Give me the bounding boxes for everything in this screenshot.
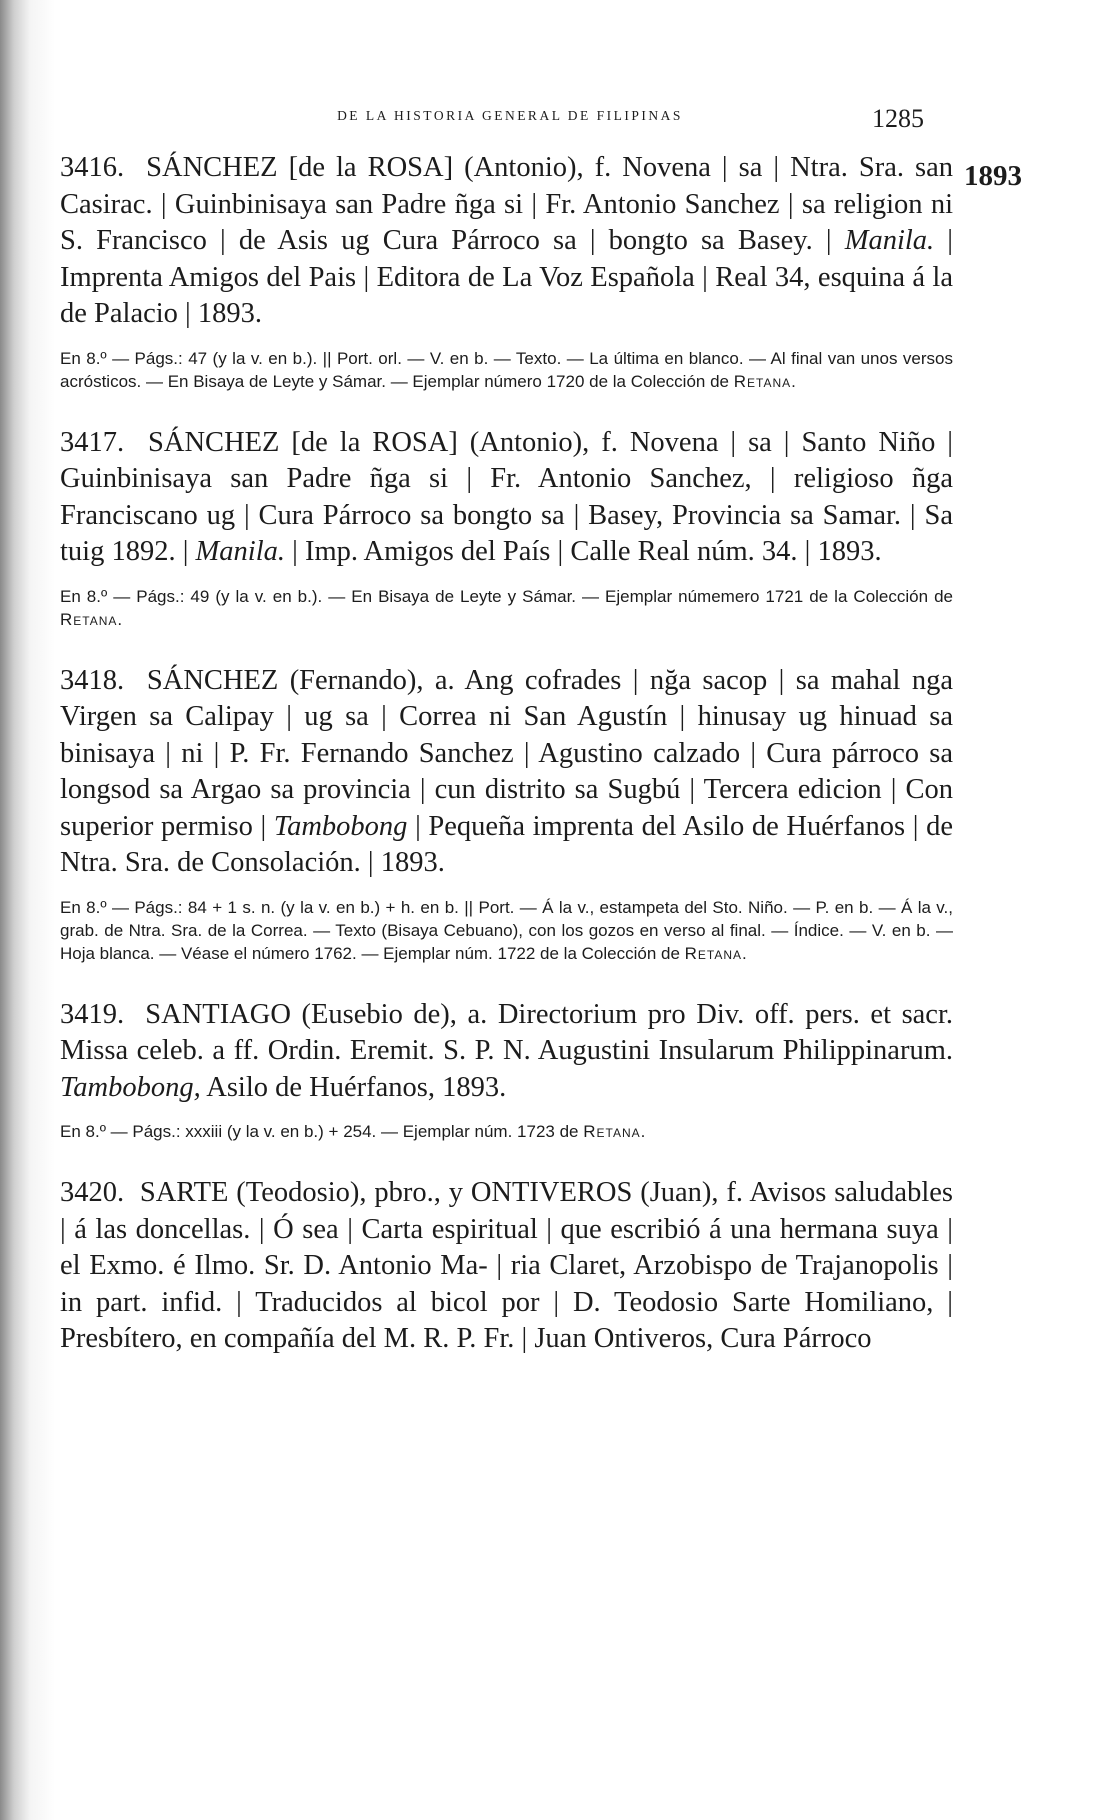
entry-note-collection: Retana. (60, 609, 124, 629)
entry-3418 (60, 663, 953, 965)
running-title: DE LA HISTORIA GENERAL DE FILIPINAS (337, 108, 683, 123)
entry-place: Tambobong, (60, 1071, 201, 1103)
entry-place: Manila. (195, 536, 285, 567)
entry-main-text (60, 1175, 953, 1358)
entry-body: SARTE (Teodosio), pbro., y ONTIVEROS (Juan), f. Avisos saludables | á las doncellas. | Ó sea | Carta espiritual | que escribió á una hermana suya | el Exmo. é Ilmo. Sr. D. Antonio Ma- | ria Claret, Arzobispo de Trajanopolis | in part. infid. | Traducidos al bicol por | D. Teodosio Sarte Homiliano, | Presbítero, en compañía del M. R. P. Fr. | Juan Ontiveros, Cura Párroco (60, 1177, 953, 1354)
entry-note (60, 896, 953, 965)
margin-year: 1893 (964, 160, 1022, 192)
entry-note-collection: Retana. (583, 1122, 647, 1141)
entry-note (60, 585, 953, 631)
entry-body-tail: Asilo de Huérfanos, 1893. (200, 1071, 507, 1103)
entry-3416 (60, 150, 953, 393)
entry-number: 3420. (60, 1177, 125, 1208)
entry-main-text (60, 425, 953, 571)
entries-list (60, 150, 953, 1358)
entry-3419 (60, 997, 953, 1144)
entry-number: 3416. (60, 152, 125, 183)
entry-3420 (60, 1175, 953, 1358)
entry-note (60, 1120, 953, 1143)
entry-note-text: En 8.º — Págs.: 47 (y la v. en b.). || Port. orl. — V. en b. — Texto. — La última en blanco. — Al final van unos versos acrósticos. — En Bisaya de Leyte y Sámar. — Ejemplar número 1720 de la Colección de (60, 348, 953, 391)
entry-body-tail: | Imprenta Amigos del Pais | Editora de La Voz Española | Real 34, esquina á la de Palacio | 1893. (60, 225, 953, 329)
entry-body-tail: | Imp. Amigos del País | Calle Real núm. 34. | 1893. (285, 536, 882, 567)
entry-body-tail: | Pequeña imprenta del Asilo de Huérfanos | de Ntra. Sra. de Consolación. | 1893. (60, 810, 954, 878)
entry-place: Manila. (844, 225, 935, 256)
entry-main-text (60, 997, 953, 1107)
entry-body: SÁNCHEZ [de la ROSA] (Antonio), f. Novena | sa | Santo Niño | Guinbinisaya san Padre ñga si | Fr. Antonio Sanchez, | religioso ñga Franciscano ug | Cura Párroco sa bongto sa | Basey, Provincia sa Samar. | Sa tuig 1892. | (60, 426, 953, 567)
entry-note-text: En 8.º — Págs.: 49 (y la v. en b.). — En Bisaya de Leyte y Sámar. — Ejemplar númemero 1721 de la Colección de (60, 586, 953, 606)
entry-note-collection: Retana. (733, 371, 797, 391)
entry-main-text (60, 663, 953, 882)
entry-note-collection: Retana. (684, 943, 748, 963)
entry-note-text: En 8.º — Págs.: xxxiii (y la v. en b.) + 254. — Ejemplar núm. 1723 de (60, 1122, 584, 1141)
entry-number: 3419. (60, 998, 125, 1030)
entry-place: Tambobong (273, 810, 408, 842)
entry-number: 3418. (60, 664, 125, 696)
entry-number: 3417. (60, 426, 125, 458)
entry-note-text: En 8.º — Págs.: 84 + 1 s. n. (y la v. en b.) + h. en b. || Port. — Á la v., estampeta del Sto. Niño. — P. en b. — Á la v., grab. de Ntra. Sra. de la Correa. — Texto (Bisaya Cebuano), con los gozos en verso al final. — Índice. — V. en b. — Hoja blanca. — Véase el número 1762. — Ejemplar núm. 1722 de la Colección de (60, 897, 953, 963)
entry-body: SANTIAGO (Eusebio de), a. Directorium pro Div. off. pers. et sacr. Missa celeb. a ff. Ordin. Eremit. S. P. N. Augustini Insularum Philippinarum. (60, 998, 954, 1066)
entry-note (60, 347, 953, 393)
entry-body: SÁNCHEZ (Fernando), a. Ang cofrades | nğa sacop | sa mahal nga Virgen sa Calipay | ug sa | Correa ni San Agustín | hinusay ug hinuad sa binisaya | ni | P. Fr. Fernando Sanchez | Agustino calzado | Cura párroco sa longsod sa Argao sa provincia | cun distrito sa Sugbú | Tercera edicion | Con superior permiso | (60, 664, 954, 842)
entry-main-text (60, 150, 953, 333)
entry-3417 (60, 425, 953, 631)
page-number: 1285 (872, 104, 924, 133)
entry-body: SÁNCHEZ [de la ROSA] (Antonio), f. Novena | sa | Ntra. Sra. san Casirac. | Guinbinisaya san Padre ñga si | Fr. Antonio Sanchez | sa religion ni S. Francisco | de Asis ug Cura Párroco sa | bongto sa Basey. | (60, 152, 953, 256)
